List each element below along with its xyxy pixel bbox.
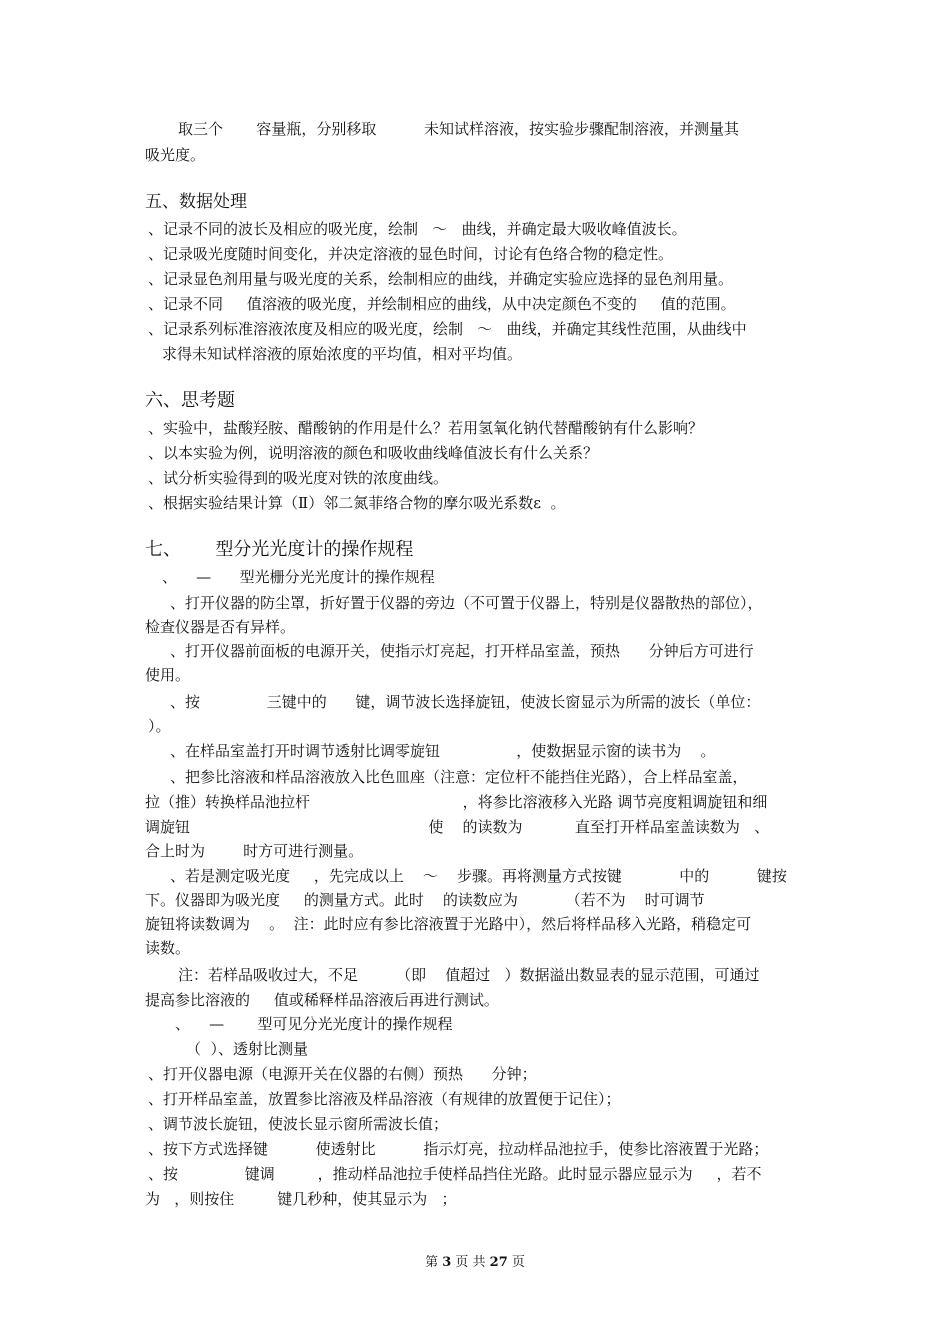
section-7-line: 旋钮将读数调为 。 注：此时应有参比溶液置于光路中），然后将样品移入光路，稍稳定可 bbox=[145, 915, 752, 933]
footer-total-pages: 27 bbox=[489, 1255, 508, 1270]
section-7-line: 检查仪器是否有异样。 bbox=[145, 618, 296, 636]
section-7-line: 读数。 bbox=[145, 939, 191, 957]
section-6-item: 、根据实验结果计算（Ⅱ）邻二氮菲络合物的摩尔吸光系数ε 。 bbox=[148, 494, 566, 512]
section-7-line: 、按 键调 ，推动样品池拉手使样品挡住光路。此时显示器应显示为 ，若不 bbox=[148, 1165, 762, 1183]
section-7-line: 、按下方式选择键 使透射比 指示灯亮，拉动样品池拉手，使参比溶液置于光路； bbox=[148, 1140, 769, 1158]
footer-middle: 页 共 bbox=[451, 1255, 490, 1270]
section-6-item: 、实验中，盐酸羟胺、醋酸钠的作用是什么？若用氢氧化钠代替醋酸钠有什么影响？ bbox=[148, 419, 704, 437]
section-7-line: 、打开仪器前面板的电源开关，使指示灯亮起，打开样品室盖，预热 分钟后方可进行 bbox=[170, 642, 754, 660]
footer-prefix: 第 bbox=[425, 1255, 443, 1270]
footer-page-number: 3 bbox=[442, 1255, 452, 1270]
section-7-line: 、打开样品室盖，放置参比溶液及样品溶液（有规律的放置便于记住）； bbox=[148, 1090, 621, 1108]
section-5-item: 、记录系列标准溶液浓度及相应的吸光度，绘制 ～ 曲线，并确定其线性范围，从曲线中 bbox=[148, 320, 747, 338]
section-6-heading: 六、思考题 bbox=[145, 390, 235, 411]
page-footer bbox=[0, 1251, 950, 1270]
section-7-line: 调旋钮 使 的读数为 直至打开样品室盖读数为 、 bbox=[145, 818, 770, 836]
section-7-heading: 七、 型分光光度计的操作规程 bbox=[145, 539, 414, 560]
section-7-line: 、打开仪器电源（电源开关在仪器的右侧）预热 分钟； bbox=[148, 1065, 537, 1083]
section-5-item: 、记录不同的波长及相应的吸光度，绘制 ～ 曲线，并确定最大吸收峰值波长。 bbox=[148, 220, 687, 238]
section-6-item: 、试分析实验得到的吸光度对铁的浓度曲线。 bbox=[148, 469, 449, 487]
section-7-line: 下。仪器即为吸光度 的测量方式。此时 的读数应为 （若不为 时可调节 bbox=[145, 891, 705, 909]
section-7-subheading: 、 — 型可见分光光度计的操作规程 bbox=[175, 1015, 453, 1033]
section-7-note: 提高参比溶液的 值或稀释样品溶液后再进行测试。 bbox=[145, 991, 499, 1009]
section-5-heading: 五、数据处理 bbox=[145, 192, 247, 212]
section-7-line: 、若是测定吸光度 ，先完成以上 ～ 步骤。再将测量方式按键 中的 键按 bbox=[170, 867, 787, 885]
section-7-subheading: （ ）、透射比测量 bbox=[186, 1040, 309, 1058]
section-5-item: 、记录吸光度随时间变化，并决定溶液的显色时间，讨论有色络合物的稳定性。 bbox=[148, 245, 674, 263]
section-5-item: 、记录不同 值溶液的吸光度，并绘制相应的曲线，从中决定颜色不变的 值的范围。 bbox=[148, 295, 736, 313]
section-7-line: 使用。 bbox=[145, 666, 191, 684]
intro-line-2: 吸光度。 bbox=[145, 146, 206, 164]
section-7-line: 、在样品室盖打开时调节透射比调零旋钮 ，使数据显示窗的读书为 。 bbox=[170, 742, 716, 760]
section-7-line: 为 ，则按住 键几秒种，使其显示为 ； bbox=[145, 1190, 457, 1208]
section-6-item: 、以本实验为例，说明溶液的颜色和吸收曲线峰值波长有什么关系？ bbox=[148, 444, 599, 462]
section-7-line: 、调节波长旋钮，使波长显示窗所需波长值； bbox=[148, 1115, 449, 1133]
section-7-line: 合上时为 时方可进行测量。 bbox=[145, 842, 364, 860]
section-7-line: 拉（推）转换样品池拉杆 ，将参比溶液移入光路 调节亮度粗调旋钮和细 bbox=[145, 793, 768, 811]
footer-suffix: 页 bbox=[507, 1255, 525, 1270]
section-7-line: ）。 bbox=[148, 717, 171, 735]
section-5-item: 、记录显色剂用量与吸光度的关系，绘制相应的曲线，并确定实验应选择的显色剂用量。 bbox=[148, 270, 734, 288]
section-7-line: 、把参比溶液和样品溶液放入比色皿座（注意：定位杆不能挡住光路），合上样品室盖， bbox=[170, 768, 748, 786]
section-7-subheading: 、 — 型光栅分光光度计的操作规程 bbox=[162, 568, 435, 586]
intro-line-1: 取三个 容量瓶，分别移取 未知试样溶液，按实验步骤配制溶液，并测量其 bbox=[178, 120, 740, 138]
section-7-line: 、按 三键中的 键，调节波长选择旋钮，使波长窗显示为所需的波长（单位： bbox=[170, 693, 761, 711]
section-7-line: 、打开仪器的防尘罩，折好置于仪器的旁边（不可置于仪器上，特别是仪器散热的部位）， bbox=[170, 594, 763, 612]
section-5-item: 求得未知试样溶液的原始浓度的平均值，相对平均值。 bbox=[162, 345, 523, 363]
section-7-note: 注：若样品吸收过大，不足 （即 值超过 ）数据溢出数显表的显示范围，可通过 bbox=[178, 966, 760, 984]
